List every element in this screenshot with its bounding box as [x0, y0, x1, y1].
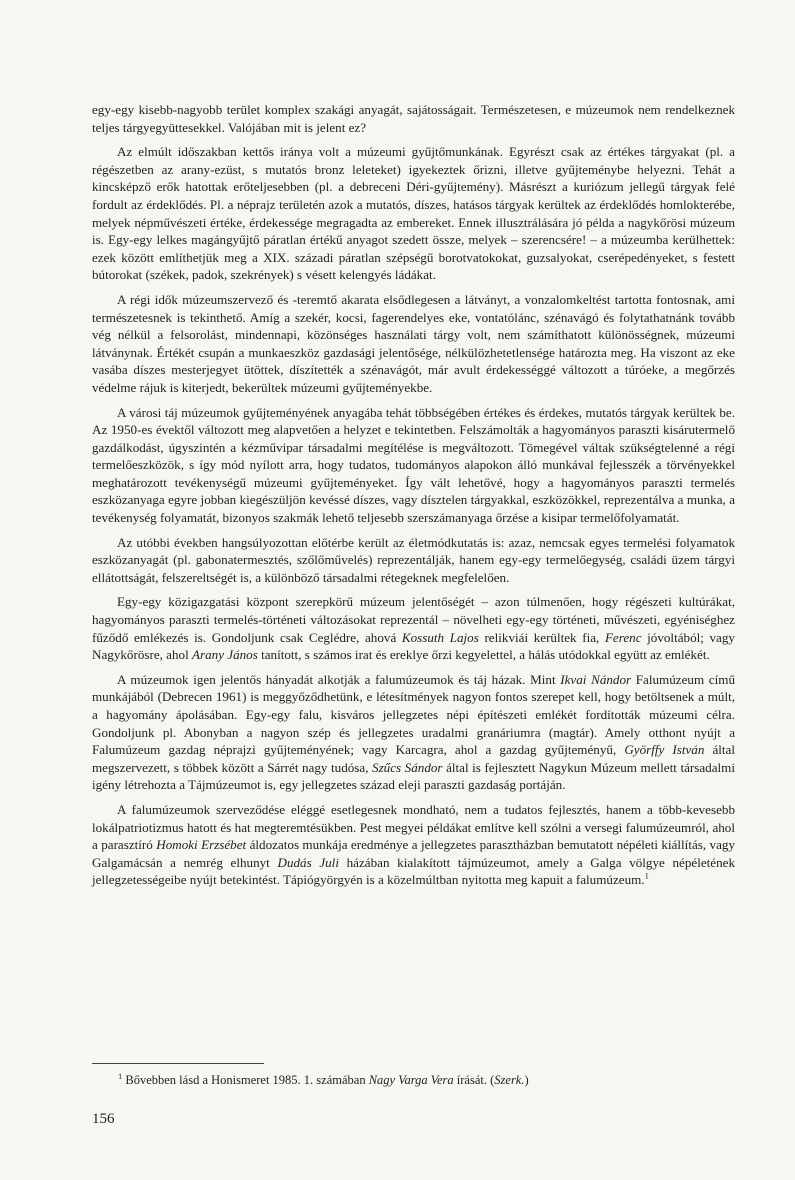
paragraph: A falumúzeumok szerveződése eléggé esetlegesnek mondható, nem a tudatos fejlesztés, hanem a több-kevesebb lokálpatriotizmus hatott és hat megteremtésükben. Pest megyei példákat említve kell szólni a versegi falumúzeumról, ahol a parasztíró Homoki Erzsébet áldozatos munkája eredménye a jellegzetes parasztházban bemutatott népéleti kiállítás, vagy Galgamácsán a nemrég elhunyt Dudás Juli házában kialakított tájmúzeumot, amely a Galga völgye népéletének jellegzetességeibe nyújt betekintést. Tápiógyörgyén is a közelmúltban nyitotta meg kapuit a falumúzeum.$^1$ — [92, 801, 736, 888]
paragraph: Az utóbbi években hangsúlyozottan előtérbe került az életmódkutatás is: azaz, nemcsak egyes termelési folyamatok eszközanyagát (pl. gabonatermesztés, szőlőművelés) reprezentálják, hanem egy-egy termelőegység, családi üzem tárgyi ellátottságát, felszereltségét is, a különböző társadalmi rétegeknek megfelelően. — [92, 534, 735, 585]
italic-name: Ferenc — [604, 629, 642, 645]
footnote-marker: 1 — [118, 1070, 123, 1081]
paragraph: egy-egy kisebb-nagyobb terület komplex szakági anyagát, sajátosságait. Természetesen, e múzeumok nem rendelkeznek teljes tárgyegyüttesekkel. Valójában mit is jelent ez? — [92, 102, 735, 135]
italic-name: Arany János — [192, 647, 258, 663]
italic-name: Homoki Erzsébet — [156, 837, 247, 853]
body-text — [92, 101, 735, 896]
footnote: $^1$ Bővebben lásd a Honismeret 1985. 1. számában Nagy Varga Vera írását. (Szerk.) — [118, 1070, 529, 1087]
paragraph: A régi idők múzeumszervező és -teremtő akarata elsődlegesen a látványt, a vonzalomkeltést tartotta fontosnak, ami természetesnek is tekinthető. Amíg a szekér, kocsi, fagerendelyes eke, vontatólánc, szénavágó és folytathatnánk tovább vég nélkül a felsorolást, mindennapi, közönséges használati tárgy volt, nem számíthatott különösségnek, múzeumi látványnak. Értékét csupán a munkaeszköz gazdasági jelentősége, nélkülözhetetlensége határozta meg. Ha viszont az eke vasába díszes mesterjegyet ütöttek, díszítették a szénavágót, már avult érdekességgé változott a túróeke, a megőrzés védelme rájuk is kiterjedt, bekerültek múzeumi gyűjteményekbe. — [92, 291, 735, 395]
paragraph: Az elmúlt időszakban kettős iránya volt a múzeumi gyűjtőmunkának. Egyrészt csak az értékes tárgyakat (pl. a régészetben az arany-ezüst, s mutatós bronz leleteket) igyekeztek őrizni, illetve gyűjteménybe helyezni. Tehát a kincsképző erők hatottak erőteljesebben (pl. a debreceni Déri-gyűjtemény). Másrészt a kuriózum jellegű tárgyak felé fordult az érdeklődés. Pl. a néprajz területén azok a mutatós, díszes, hatásos tárgyak kerültek az érdeklődés homlokterébe, melyek népművészeti értéke, érdekessége megragadta az embereket. Ennek illusztrálására jó példa a nagykőrösi múzeum is. Egy-egy lelkes magángyűjtő páratlan értékű anyagot szedett össze, melyek – szerencsére! – a múzeumba kerülhettek: ezek között említhetjük meg a XIX. századi páratlan szépségű borotvatokokat, guzsalyokat, cserépedényeket, s festett bútorokat (székek, padok, szekrények) s vésett kelengyés ládákat. — [92, 144, 735, 283]
italic-name: Kossuth Lajos — [401, 629, 479, 645]
italic-name: Dudás Juli — [277, 854, 339, 870]
paragraph: A városi táj múzeumok gyűjteményének anyagába tehát többségében értékes és érdekes, mutatós tárgyak kerültek be. Az 1950-es évektől változott meg alapvetően a helyzet e tekintetben. Felszámolták a hagyományos paraszti kisárutermelő gazdálkodást, úgyszintén a kézművipar társadalmi megítélése is megváltozott. Tömegével váltak szükségtelenné a régi termelőeszközök, s így mód nyílott arra, hogy tudatos, tudományos alapokon álló munkával fejlesszék a törvényekkel meghatározott tevékenységű múzeumi gyűjteményeket. Így vált lehetővé, hogy a hagyományos paraszti termelés eszközanyaga egyre jobban kiegészüljön kevéssé díszes, vagy dísztelen tárgyakkal, eszközökkel, reprezentálva a munka, a tevékenység folyamatát, bizonyos szakmák lehető teljesebb szerszámanyaga őrzése a kisipar termelőfolyamatát. — [92, 404, 735, 526]
italic-name: Györffy István — [624, 742, 705, 758]
italic-name: Szerk. — [494, 1073, 525, 1087]
italic-name: Nagy Varga Vera — [368, 1073, 454, 1087]
italic-name: Szűcs Sándor — [372, 759, 443, 775]
footnote-marker: 1 — [644, 870, 649, 881]
paragraph: Egy-egy közigazgatási központ szerepkörű múzeum jelentőségét – azon túlmenően, hogy régészeti kultúrákat, hagyományos paraszti termelés-történeti változásokat reprezentál – növelheti egy-egy történeti, művészeti, egyéniséghez fűződő emlékezés is. Gondoljunk csak Ceglédre, ahová Kossuth Lajos relikviái kerültek fia, Ferenc jóvoltából; vagy Nagykőrösre, ahol Arany János tanított, s számos irat és ereklye őrzi kegyelettel, a hálás utódokkal együtt az emlékét. — [92, 594, 735, 663]
footnote-rule — [92, 1063, 264, 1064]
italic-name: Ikvai Nándor — [560, 671, 632, 687]
page-number: 156 — [92, 1111, 115, 1127]
paragraph: A múzeumok igen jelentős hányadát alkotják a falumúzeumok és táj házak. Mint Ikvai Nándor Falumúzeum című munkájából (Debrecen 1961) is meggyőződhetünk, e létesítmények nagyon fontos szerepet kell, hogy betöltsenek a múlt, a hagyomány ápolásában. Egy-egy falu, kisváros jellegzetes népi építészeti emlékét fordították múzeumi célra. Gondoljunk pl. Abonyban a nagyon szép és jellegzetes uradalmi granáriumra (magtár). Amely otthont nyújt a Falumúzeum gazdag néprajzi gyűjteményének; vagy Karcagra, ahol a gazdag gyűjteményű, Györffy István által megszervezett, s többek között a Sárrét nagy tudósa, Szűcs Sándor által is fejlesztett Nagykun Múzeum mellett társadalmi igény létrehozta a Tájmúzeumot is, egy jellegzetes század eleji paraszti gazdaság portáján. — [92, 671, 736, 793]
